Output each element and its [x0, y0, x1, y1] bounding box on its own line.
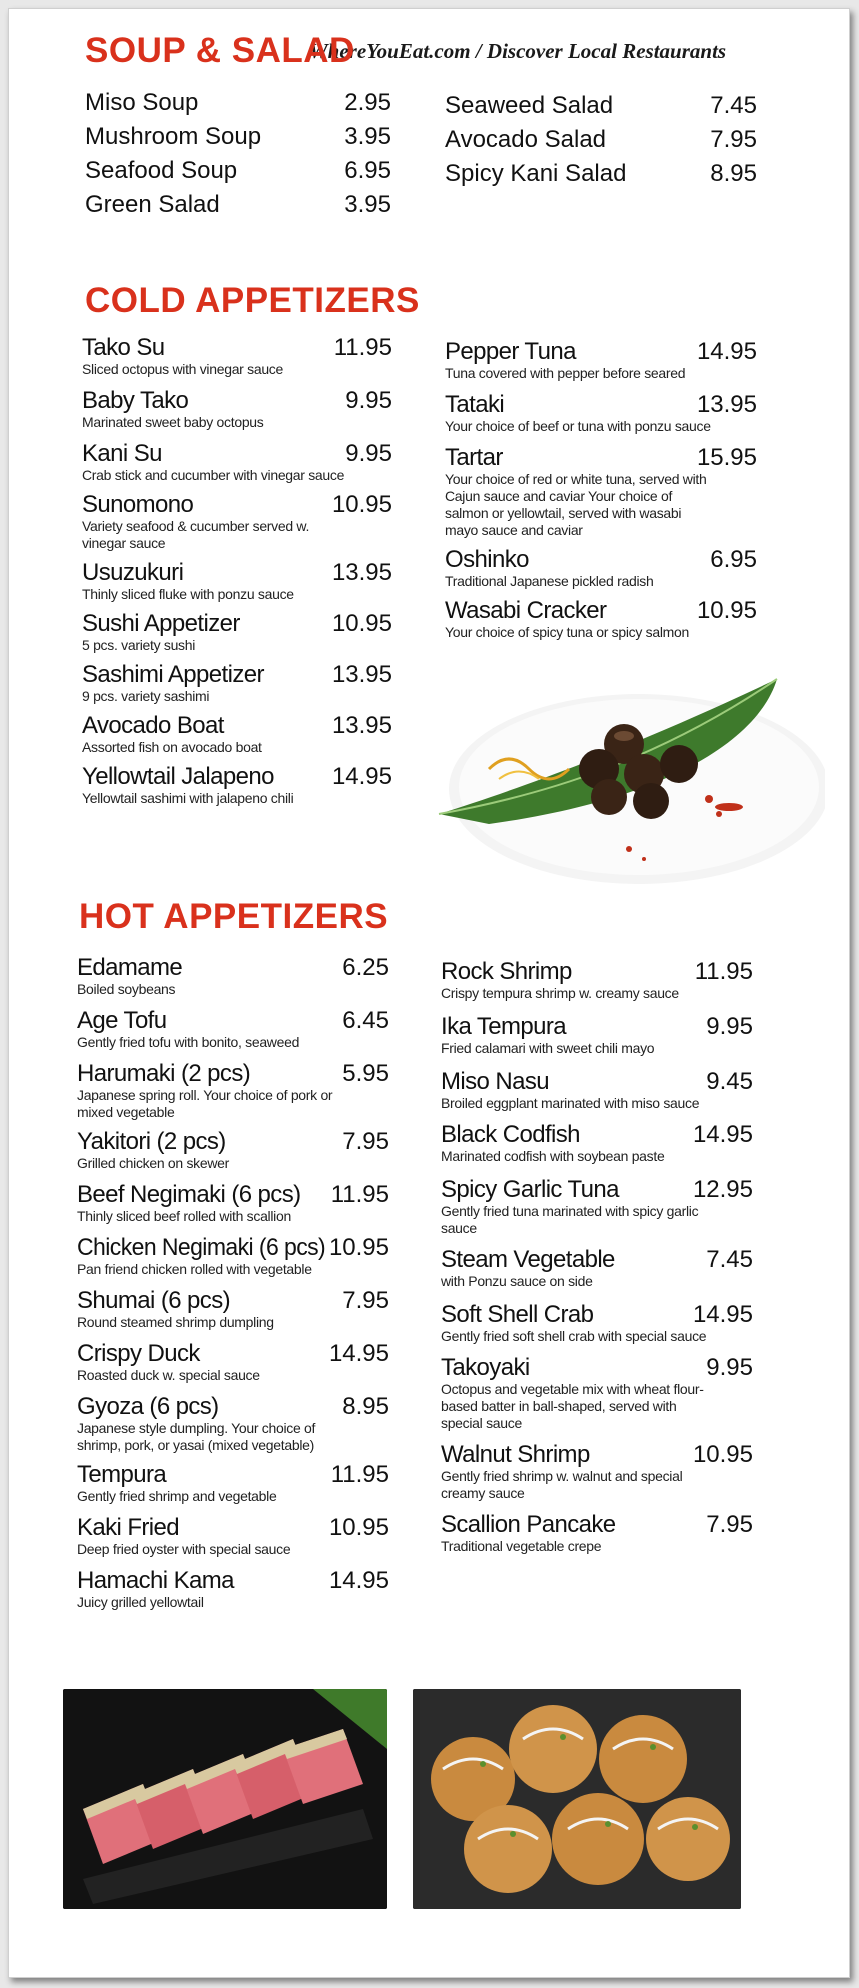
menu-item-name: Yellowtail Jalapeno: [82, 763, 274, 790]
bite-rolls-illustration: [429, 669, 825, 887]
menu-item-price: 9.45: [706, 1068, 753, 1095]
menu-item: [82, 492, 392, 552]
menu-item-price: 8.95: [342, 1393, 389, 1420]
menu-item-name: Usuzukuri: [82, 559, 184, 586]
menu-item-description: Boiled soybeans: [77, 981, 176, 997]
menu-item: [77, 1061, 389, 1121]
seared-tuna-illustration: [63, 1689, 387, 1909]
menu-item-name: Wasabi Cracker: [445, 597, 607, 624]
menu-item-name: Chicken Negimaki (6 pcs): [77, 1234, 326, 1261]
menu-item: [77, 1515, 389, 1558]
menu-item-price: 10.95: [331, 491, 392, 518]
menu-item: [82, 662, 392, 705]
menu-item-name: Green Salad: [85, 191, 220, 218]
menu-item: [82, 441, 392, 484]
hot-appetizers-right-column: [441, 959, 753, 1555]
menu-item-description: Juicy grilled yellowtail: [77, 1594, 204, 1610]
menu-item-price: 14.95: [692, 1121, 753, 1148]
menu-item-description: 5 pcs. variety sushi: [82, 637, 196, 653]
menu-item-price: 9.95: [706, 1354, 753, 1381]
menu-item-name: Walnut Shrimp: [441, 1441, 590, 1468]
menu-item-name: Black Codfish: [441, 1121, 580, 1148]
takoyaki-illustration: [413, 1689, 741, 1909]
menu-item-name: Gyoza (6 pcs): [77, 1393, 219, 1420]
menu-item: [445, 123, 757, 157]
hot-appetizers-heading: HOT APPETIZERS: [79, 897, 389, 936]
menu-item-price: 7.95: [342, 1287, 389, 1314]
watermark: WhereYouEat.com / Discover Local Restaurants: [309, 39, 727, 63]
menu-item-price: 6.45: [342, 1007, 389, 1034]
menu-item-price: 10.95: [696, 597, 757, 624]
menu-item-price: 14.95: [328, 1340, 389, 1367]
menu-item-description: Assorted fish on avocado boat: [82, 739, 262, 755]
menu-item-price: 10.95: [692, 1441, 753, 1468]
menu-item-description: Gently fried soft shell crab with special sauce: [441, 1328, 707, 1344]
menu-item-name: Kaki Fried: [77, 1514, 180, 1541]
menu-item-name: Tartar: [445, 444, 503, 471]
menu-item-price: 13.95: [696, 391, 757, 418]
menu-item-price: 13.95: [331, 559, 392, 586]
menu-item: [441, 1069, 753, 1112]
menu-item-price: 2.95: [344, 89, 391, 116]
menu-item-name: Baby Tako: [82, 387, 189, 414]
menu-item-price: 6.25: [342, 954, 389, 981]
menu-item-name: Rock Shrimp: [441, 958, 572, 985]
menu-item: [441, 1247, 753, 1290]
menu-item: [85, 188, 391, 222]
food-photo-bite-rolls: [429, 669, 825, 887]
menu-item-description: Gently fried shrimp and vegetable: [77, 1488, 277, 1504]
menu-item-price: 5.95: [342, 1060, 389, 1087]
menu-item-name: Oshinko: [445, 546, 529, 573]
menu-item-description: Octopus and vegetable mix with wheat flour-based batter in ball-shaped, served with special sauce: [441, 1381, 704, 1431]
menu-item-description: Grilled chicken on skewer: [77, 1155, 230, 1171]
menu-item-description: Broiled eggplant marinated with miso sauce: [441, 1095, 700, 1111]
menu-item: [77, 1288, 389, 1331]
menu-item-description: Yellowtail sashimi with jalapeno chili: [82, 790, 294, 806]
menu-item-name: Avocado Salad: [445, 126, 607, 153]
menu-item: [82, 335, 392, 378]
menu-item: [441, 1442, 753, 1502]
menu-item-description: Marinated sweet baby octopus: [82, 414, 264, 430]
menu-item-name: Takoyaki: [441, 1354, 530, 1381]
menu-item-description: Thinly sliced fluke with ponzu sauce: [82, 586, 294, 602]
menu-item-description: Gently fried shrimp w. walnut and special creamy sauce: [441, 1468, 683, 1501]
cold-appetizers-heading: COLD APPETIZERS: [85, 281, 420, 320]
menu-page: [8, 8, 850, 1978]
menu-item-description: Fried calamari with sweet chili mayo: [441, 1040, 655, 1056]
menu-item-name: Steam Vegetable: [441, 1246, 615, 1273]
menu-item: [441, 959, 753, 1002]
soup-salad-heading: SOUP & SALAD: [85, 31, 355, 70]
menu-item-price: 6.95: [344, 157, 391, 184]
hot-appetizers-left-column: [77, 955, 389, 1611]
menu-item: [445, 339, 757, 382]
menu-item-price: 6.95: [710, 546, 757, 573]
menu-item: [77, 1394, 389, 1454]
menu-item-name: Spicy Garlic Tuna: [441, 1176, 619, 1203]
menu-item-description: Traditional Japanese pickled radish: [445, 573, 654, 589]
menu-item-name: Sushi Appetizer: [82, 610, 240, 637]
menu-item-price: 14.95: [328, 1567, 389, 1594]
menu-item-price: 14.95: [696, 338, 757, 365]
menu-item-name: Miso Soup: [85, 89, 199, 116]
menu-item-name: Beef Negimaki (6 pcs): [77, 1181, 301, 1208]
menu-item: [445, 547, 757, 590]
menu-item: [77, 1462, 389, 1505]
menu-item: [85, 154, 391, 188]
menu-item: [77, 1008, 389, 1051]
menu-item-description: Tuna covered with pepper before seared: [445, 365, 686, 381]
menu-item: [441, 1302, 753, 1345]
menu-item: [445, 157, 757, 191]
menu-item-price: 7.45: [710, 92, 757, 119]
menu-item-description: Gently fried tofu with bonito, seaweed: [77, 1034, 300, 1050]
cold-appetizers-left-column: [82, 335, 392, 807]
menu-item-name: Spicy Kani Salad: [445, 160, 627, 187]
menu-item-price: 13.95: [331, 661, 392, 688]
menu-item: [441, 1355, 753, 1432]
cold-appetizers-right-column: [445, 339, 757, 641]
menu-item-description: Deep fried oyster with special sauce: [77, 1541, 291, 1557]
menu-item-price: 9.95: [706, 1013, 753, 1040]
menu-item: [441, 1512, 753, 1555]
menu-item-name: Pepper Tuna: [445, 338, 576, 365]
menu-item-name: Seafood Soup: [85, 157, 238, 184]
menu-item: [445, 598, 757, 641]
menu-item-description: Pan friend chicken rolled with vegetable: [77, 1261, 312, 1277]
menu-item-description: Your choice of spicy tuna or spicy salmon: [445, 624, 689, 640]
menu-item-name: Seaweed Salad: [445, 92, 614, 119]
menu-item-description: Gently fried tuna marinated with spicy garlic sauce: [441, 1203, 699, 1236]
menu-item-name: Kani Su: [82, 440, 162, 467]
menu-item: [445, 89, 757, 123]
menu-item-price: 10.95: [331, 610, 392, 637]
menu-item-name: Crispy Duck: [77, 1340, 200, 1367]
menu-item-price: 14.95: [692, 1301, 753, 1328]
menu-item-price: 13.95: [331, 712, 392, 739]
menu-item-price: 7.95: [710, 126, 757, 153]
menu-item-name: Tempura: [77, 1461, 167, 1488]
menu-item-description: Crab stick and cucumber with vinegar sauce: [82, 467, 345, 483]
menu-item-name: Sashimi Appetizer: [82, 661, 264, 688]
menu-item-price: 9.95: [345, 387, 392, 414]
food-photo-seared-tuna: [63, 1689, 387, 1909]
menu-item-price: 7.95: [706, 1511, 753, 1538]
menu-item-description: Round steamed shrimp dumpling: [77, 1314, 274, 1330]
menu-item-price: 10.95: [328, 1514, 389, 1541]
menu-item-name: Hamachi Kama: [77, 1567, 234, 1594]
menu-item-name: Edamame: [77, 954, 183, 981]
menu-item-description: Roasted duck w. special sauce: [77, 1367, 260, 1383]
menu-item-name: Sunomono: [82, 491, 194, 518]
menu-item-name: Age Tofu: [77, 1007, 167, 1034]
menu-item-description: Sliced octopus with vinegar sauce: [82, 361, 283, 377]
menu-item-price: 7.45: [706, 1246, 753, 1273]
menu-item-name: Shumai (6 pcs): [77, 1287, 230, 1314]
menu-item-description: with Ponzu sauce on side: [441, 1273, 593, 1289]
menu-item-name: Miso Nasu: [441, 1068, 549, 1095]
soup-salad-left-column: [85, 86, 391, 222]
menu-item: [445, 445, 757, 539]
menu-item-name: Avocado Boat: [82, 712, 224, 739]
soup-salad-right-column: [445, 89, 757, 191]
food-photo-takoyaki: [413, 1689, 741, 1909]
menu-item: [445, 392, 757, 435]
menu-item-description: Japanese style dumpling. Your choice of shrimp, pork, or yasai (mixed vegetable): [77, 1420, 316, 1453]
menu-item-price: 11.95: [694, 958, 753, 985]
menu-item: [77, 1129, 389, 1172]
menu-item: [82, 388, 392, 431]
menu-item-price: 12.95: [692, 1176, 753, 1203]
menu-item: [82, 611, 392, 654]
menu-item: [77, 1341, 389, 1384]
menu-item: [85, 120, 391, 154]
menu-item-price: 3.95: [344, 191, 391, 218]
menu-item-price: 8.95: [710, 160, 757, 187]
menu-item-name: Soft Shell Crab: [441, 1301, 594, 1328]
menu-item-price: 11.95: [330, 1461, 389, 1488]
menu-item: [82, 713, 392, 756]
menu-item-name: Tataki: [445, 391, 505, 418]
menu-item: [441, 1122, 753, 1165]
menu-item-description: Thinly sliced beef rolled with scallion: [77, 1208, 291, 1224]
menu-item-price: 3.95: [344, 123, 391, 150]
menu-item-description: Marinated codfish with soybean paste: [441, 1148, 665, 1164]
menu-item: [441, 1177, 753, 1237]
menu-item-name: Harumaki (2 pcs): [77, 1060, 251, 1087]
menu-item-description: Your choice of beef or tuna with ponzu sauce: [445, 418, 711, 434]
menu-item: [77, 1568, 389, 1611]
menu-item-description: Traditional vegetable crepe: [441, 1538, 602, 1554]
menu-item: [82, 764, 392, 807]
menu-item-price: 10.95: [328, 1234, 389, 1261]
menu-item-description: Japanese spring roll. Your choice of pork or mixed vegetable: [77, 1087, 333, 1120]
menu-item: [441, 1014, 753, 1057]
menu-item-price: 15.95: [696, 444, 757, 471]
menu-item-price: 9.95: [345, 440, 392, 467]
menu-item-name: Yakitori (2 pcs): [77, 1128, 226, 1155]
menu-item-price: 7.95: [342, 1128, 389, 1155]
menu-item-description: Crispy tempura shrimp w. creamy sauce: [441, 985, 679, 1001]
menu-item-description: Your choice of red or white tuna, served with Cajun sauce and caviar Your choice of salmon or yellowtail, served with wasabi mayo sauce and caviar: [445, 471, 707, 538]
menu-item: [82, 560, 392, 603]
menu-item: [85, 86, 391, 120]
menu-item-price: 14.95: [331, 763, 392, 790]
menu-item-name: Mushroom Soup: [85, 123, 262, 150]
menu-item-name: Ika Tempura: [441, 1013, 567, 1040]
menu-item-description: 9 pcs. variety sashimi: [82, 688, 210, 704]
menu-item-price: 11.95: [330, 1181, 389, 1208]
menu-item-name: Tako Su: [82, 334, 165, 361]
menu-item-price: 11.95: [333, 334, 392, 361]
menu-item-name: Scallion Pancake: [441, 1511, 616, 1538]
menu-item-description: Variety seafood & cucumber served w. vinegar sauce: [82, 518, 310, 551]
menu-item: [77, 955, 389, 998]
menu-item: [77, 1182, 389, 1225]
menu-item: [77, 1235, 389, 1278]
